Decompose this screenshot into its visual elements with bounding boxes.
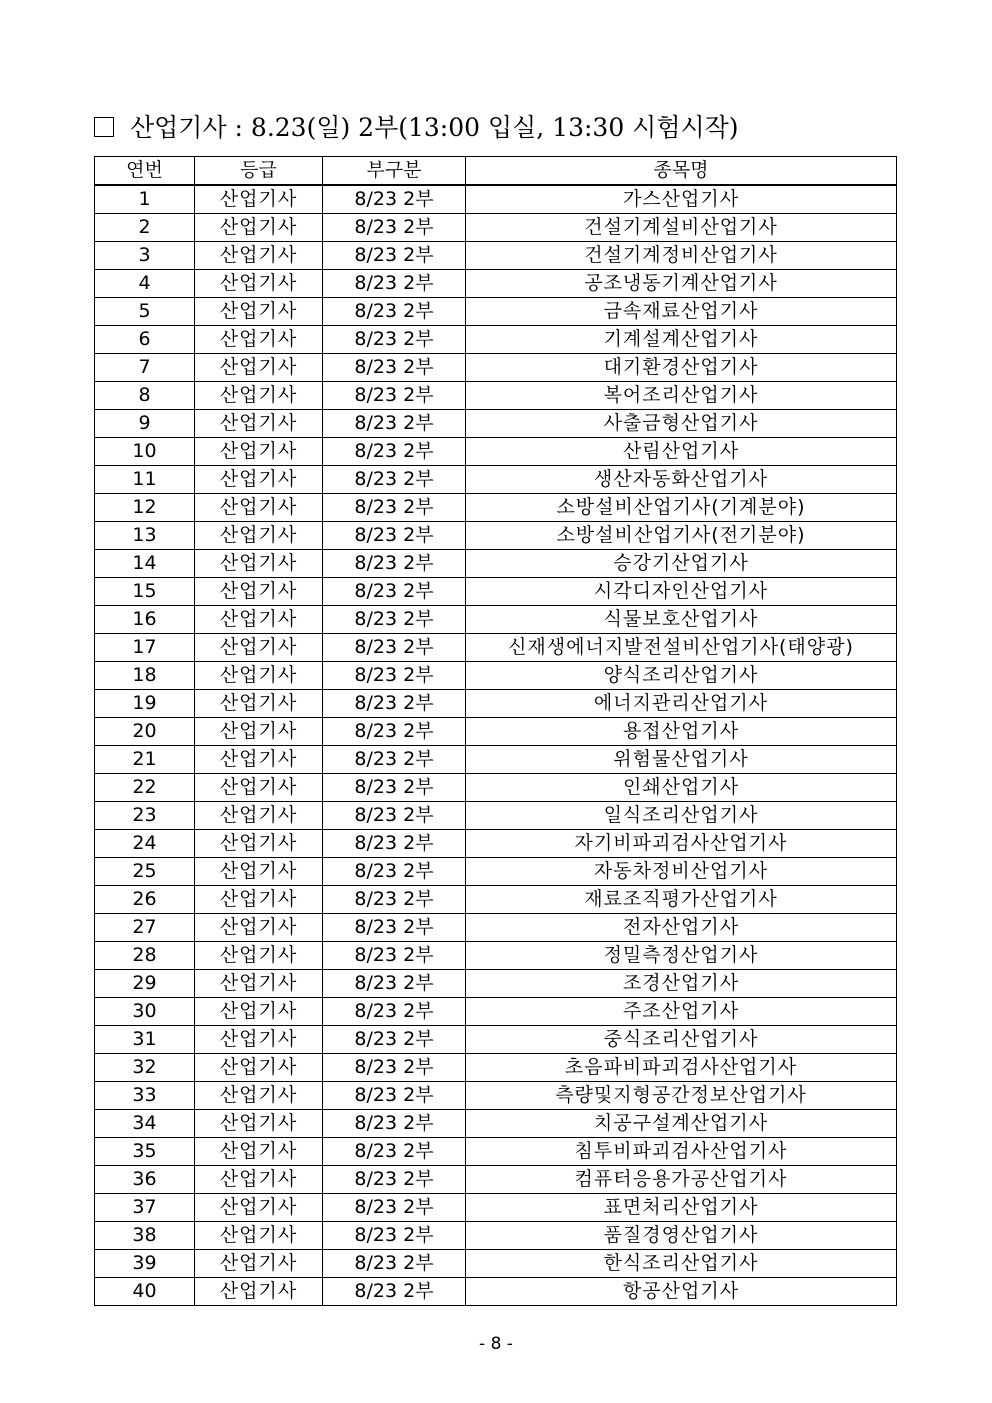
row-grade: 산업기사: [195, 1278, 323, 1306]
table-row: [95, 298, 897, 326]
row-session: 8/23 2부: [323, 662, 466, 690]
row-session: 8/23 2부: [323, 718, 466, 746]
table-row: [95, 634, 897, 662]
row-number: 36: [95, 1166, 195, 1194]
row-subject: 전자산업기사: [466, 914, 897, 942]
row-number: 7: [95, 354, 195, 382]
row-subject: 위험물산업기사: [466, 746, 897, 774]
row-grade: 산업기사: [195, 578, 323, 606]
row-grade: 산업기사: [195, 438, 323, 466]
row-session: 8/23 2부: [323, 830, 466, 858]
empty-square-icon: [94, 117, 114, 137]
row-session: 8/23 2부: [323, 1278, 466, 1306]
row-grade: 산업기사: [195, 886, 323, 914]
row-session: 8/23 2부: [323, 354, 466, 382]
table-row: [95, 522, 897, 550]
row-number: 29: [95, 970, 195, 998]
row-session: 8/23 2부: [323, 185, 466, 214]
row-grade: 산업기사: [195, 802, 323, 830]
col-header-number: 연번: [95, 157, 195, 186]
row-subject: 산림산업기사: [466, 438, 897, 466]
row-session: 8/23 2부: [323, 242, 466, 270]
table-row: [95, 438, 897, 466]
table-row: [95, 1110, 897, 1138]
row-number: 21: [95, 746, 195, 774]
table-row: [95, 662, 897, 690]
row-number: 22: [95, 774, 195, 802]
table-row: [95, 1138, 897, 1166]
row-number: 18: [95, 662, 195, 690]
row-grade: 산업기사: [195, 718, 323, 746]
row-session: 8/23 2부: [323, 298, 466, 326]
row-grade: 산업기사: [195, 746, 323, 774]
row-number: 1: [95, 185, 195, 214]
table-body: [95, 185, 897, 1306]
row-grade: 산업기사: [195, 1082, 323, 1110]
row-number: 26: [95, 886, 195, 914]
table-row: [95, 802, 897, 830]
section-heading: [94, 108, 739, 144]
row-session: 8/23 2부: [323, 1250, 466, 1278]
row-subject: 치공구설계산업기사: [466, 1110, 897, 1138]
row-subject: 자동차정비산업기사: [466, 858, 897, 886]
row-subject: 항공산업기사: [466, 1278, 897, 1306]
row-grade: 산업기사: [195, 242, 323, 270]
table-row: [95, 970, 897, 998]
row-grade: 산업기사: [195, 214, 323, 242]
row-grade: 산업기사: [195, 354, 323, 382]
row-session: 8/23 2부: [323, 382, 466, 410]
table-row: [95, 606, 897, 634]
row-session: 8/23 2부: [323, 1054, 466, 1082]
row-subject: 기계설계산업기사: [466, 326, 897, 354]
table-row: [95, 746, 897, 774]
row-session: 8/23 2부: [323, 802, 466, 830]
row-session: 8/23 2부: [323, 550, 466, 578]
row-number: 39: [95, 1250, 195, 1278]
row-number: 32: [95, 1054, 195, 1082]
table-row: [95, 550, 897, 578]
row-number: 23: [95, 802, 195, 830]
row-grade: 산업기사: [195, 185, 323, 214]
row-session: 8/23 2부: [323, 494, 466, 522]
row-number: 37: [95, 1194, 195, 1222]
table-row: [95, 326, 897, 354]
table-row: [95, 494, 897, 522]
table-row: [95, 354, 897, 382]
row-session: 8/23 2부: [323, 634, 466, 662]
row-subject: 복어조리산업기사: [466, 382, 897, 410]
row-subject: 재료조직평가산업기사: [466, 886, 897, 914]
row-session: 8/23 2부: [323, 466, 466, 494]
row-subject: 신재생에너지발전설비산업기사(태양광): [466, 634, 897, 662]
row-grade: 산업기사: [195, 774, 323, 802]
row-subject: 측량및지형공간정보산업기사: [466, 1082, 897, 1110]
row-session: 8/23 2부: [323, 1138, 466, 1166]
row-number: 31: [95, 1026, 195, 1054]
col-header-session: 부구분: [323, 157, 466, 186]
row-subject: 인쇄산업기사: [466, 774, 897, 802]
table-row: [95, 942, 897, 970]
row-subject: 품질경영산업기사: [466, 1222, 897, 1250]
table-row: [95, 382, 897, 410]
row-subject: 금속재료산업기사: [466, 298, 897, 326]
row-session: 8/23 2부: [323, 1110, 466, 1138]
row-subject: 식물보호산업기사: [466, 606, 897, 634]
row-subject: 초음파비파괴검사산업기사: [466, 1054, 897, 1082]
row-grade: 산업기사: [195, 1250, 323, 1278]
table-row: [95, 718, 897, 746]
row-subject: 승강기산업기사: [466, 550, 897, 578]
row-number: 25: [95, 858, 195, 886]
row-subject: 정밀측정산업기사: [466, 942, 897, 970]
row-grade: 산업기사: [195, 466, 323, 494]
row-number: 10: [95, 438, 195, 466]
row-session: 8/23 2부: [323, 410, 466, 438]
row-grade: 산업기사: [195, 1194, 323, 1222]
row-number: 11: [95, 466, 195, 494]
row-subject: 양식조리산업기사: [466, 662, 897, 690]
row-grade: 산업기사: [195, 1026, 323, 1054]
row-grade: 산업기사: [195, 494, 323, 522]
row-number: 19: [95, 690, 195, 718]
table-row: [95, 578, 897, 606]
row-subject: 가스산업기사: [466, 185, 897, 214]
row-number: 17: [95, 634, 195, 662]
row-number: 12: [95, 494, 195, 522]
row-subject: 에너지관리산업기사: [466, 690, 897, 718]
table-row: [95, 914, 897, 942]
row-grade: 산업기사: [195, 634, 323, 662]
row-session: 8/23 2부: [323, 578, 466, 606]
row-subject: 조경산업기사: [466, 970, 897, 998]
table-row: [95, 1082, 897, 1110]
row-number: 8: [95, 382, 195, 410]
section-title: 산업기사 : 8.23(일) 2부(13:00 입실, 13:30 시험시작): [130, 113, 739, 142]
row-session: 8/23 2부: [323, 998, 466, 1026]
table-row: [95, 1166, 897, 1194]
table-row: [95, 185, 897, 214]
row-number: 4: [95, 270, 195, 298]
row-subject: 한식조리산업기사: [466, 1250, 897, 1278]
row-grade: 산업기사: [195, 858, 323, 886]
row-session: 8/23 2부: [323, 438, 466, 466]
row-session: 8/23 2부: [323, 1082, 466, 1110]
table-row: [95, 270, 897, 298]
row-grade: 산업기사: [195, 326, 323, 354]
row-session: 8/23 2부: [323, 970, 466, 998]
row-grade: 산업기사: [195, 1166, 323, 1194]
exam-schedule-table: [94, 156, 897, 1306]
table-row: [95, 1026, 897, 1054]
row-session: 8/23 2부: [323, 774, 466, 802]
row-grade: 산업기사: [195, 606, 323, 634]
row-grade: 산업기사: [195, 998, 323, 1026]
row-grade: 산업기사: [195, 550, 323, 578]
row-grade: 산업기사: [195, 1110, 323, 1138]
row-grade: 산업기사: [195, 382, 323, 410]
row-subject: 침투비파괴검사산업기사: [466, 1138, 897, 1166]
row-number: 33: [95, 1082, 195, 1110]
row-grade: 산업기사: [195, 1222, 323, 1250]
row-subject: 컴퓨터응용가공산업기사: [466, 1166, 897, 1194]
col-header-subject: 종목명: [466, 157, 897, 186]
row-number: 38: [95, 1222, 195, 1250]
row-session: 8/23 2부: [323, 914, 466, 942]
row-session: 8/23 2부: [323, 522, 466, 550]
row-number: 16: [95, 606, 195, 634]
row-number: 27: [95, 914, 195, 942]
row-number: 30: [95, 998, 195, 1026]
table-row: [95, 774, 897, 802]
row-grade: 산업기사: [195, 522, 323, 550]
row-session: 8/23 2부: [323, 214, 466, 242]
row-subject: 생산자동화산업기사: [466, 466, 897, 494]
row-subject: 자기비파괴검사산업기사: [466, 830, 897, 858]
row-subject: 소방설비산업기사(전기분야): [466, 522, 897, 550]
row-subject: 건설기계정비산업기사: [466, 242, 897, 270]
row-number: 15: [95, 578, 195, 606]
row-session: 8/23 2부: [323, 690, 466, 718]
row-session: 8/23 2부: [323, 858, 466, 886]
row-number: 28: [95, 942, 195, 970]
table-row: [95, 690, 897, 718]
row-subject: 중식조리산업기사: [466, 1026, 897, 1054]
row-grade: 산업기사: [195, 1054, 323, 1082]
row-grade: 산업기사: [195, 970, 323, 998]
table-row: [95, 410, 897, 438]
row-subject: 표면처리산업기사: [466, 1194, 897, 1222]
table-row: [95, 1250, 897, 1278]
row-number: 14: [95, 550, 195, 578]
row-number: 2: [95, 214, 195, 242]
table-header-row: [95, 157, 897, 186]
table-row: [95, 1054, 897, 1082]
row-number: 35: [95, 1138, 195, 1166]
row-grade: 산업기사: [195, 914, 323, 942]
table-row: [95, 830, 897, 858]
row-subject: 사출금형산업기사: [466, 410, 897, 438]
row-subject: 주조산업기사: [466, 998, 897, 1026]
col-header-grade: 등급: [195, 157, 323, 186]
row-grade: 산업기사: [195, 690, 323, 718]
row-session: 8/23 2부: [323, 1222, 466, 1250]
row-session: 8/23 2부: [323, 746, 466, 774]
row-session: 8/23 2부: [323, 886, 466, 914]
row-session: 8/23 2부: [323, 326, 466, 354]
row-subject: 용접산업기사: [466, 718, 897, 746]
table-row: [95, 858, 897, 886]
row-subject: 공조냉동기계산업기사: [466, 270, 897, 298]
row-session: 8/23 2부: [323, 1026, 466, 1054]
row-grade: 산업기사: [195, 942, 323, 970]
table-row: [95, 998, 897, 1026]
row-subject: 건설기계설비산업기사: [466, 214, 897, 242]
table-row: [95, 214, 897, 242]
row-number: 13: [95, 522, 195, 550]
table-row: [95, 886, 897, 914]
table-row: [95, 1222, 897, 1250]
row-session: 8/23 2부: [323, 606, 466, 634]
row-grade: 산업기사: [195, 662, 323, 690]
row-session: 8/23 2부: [323, 942, 466, 970]
row-grade: 산업기사: [195, 1138, 323, 1166]
table-row: [95, 466, 897, 494]
row-subject: 일식조리산업기사: [466, 802, 897, 830]
page-number: - 8 -: [479, 1334, 513, 1354]
row-number: 6: [95, 326, 195, 354]
row-subject: 대기환경산업기사: [466, 354, 897, 382]
row-session: 8/23 2부: [323, 1166, 466, 1194]
row-grade: 산업기사: [195, 270, 323, 298]
table-row: [95, 1194, 897, 1222]
row-subject: 시각디자인산업기사: [466, 578, 897, 606]
row-grade: 산업기사: [195, 410, 323, 438]
row-number: 40: [95, 1278, 195, 1306]
table-row: [95, 242, 897, 270]
row-number: 9: [95, 410, 195, 438]
row-grade: 산업기사: [195, 298, 323, 326]
row-session: 8/23 2부: [323, 270, 466, 298]
row-number: 24: [95, 830, 195, 858]
table-row: [95, 1278, 897, 1306]
row-number: 5: [95, 298, 195, 326]
row-number: 3: [95, 242, 195, 270]
row-subject: 소방설비산업기사(기계분야): [466, 494, 897, 522]
row-number: 20: [95, 718, 195, 746]
row-grade: 산업기사: [195, 830, 323, 858]
row-session: 8/23 2부: [323, 1194, 466, 1222]
row-number: 34: [95, 1110, 195, 1138]
